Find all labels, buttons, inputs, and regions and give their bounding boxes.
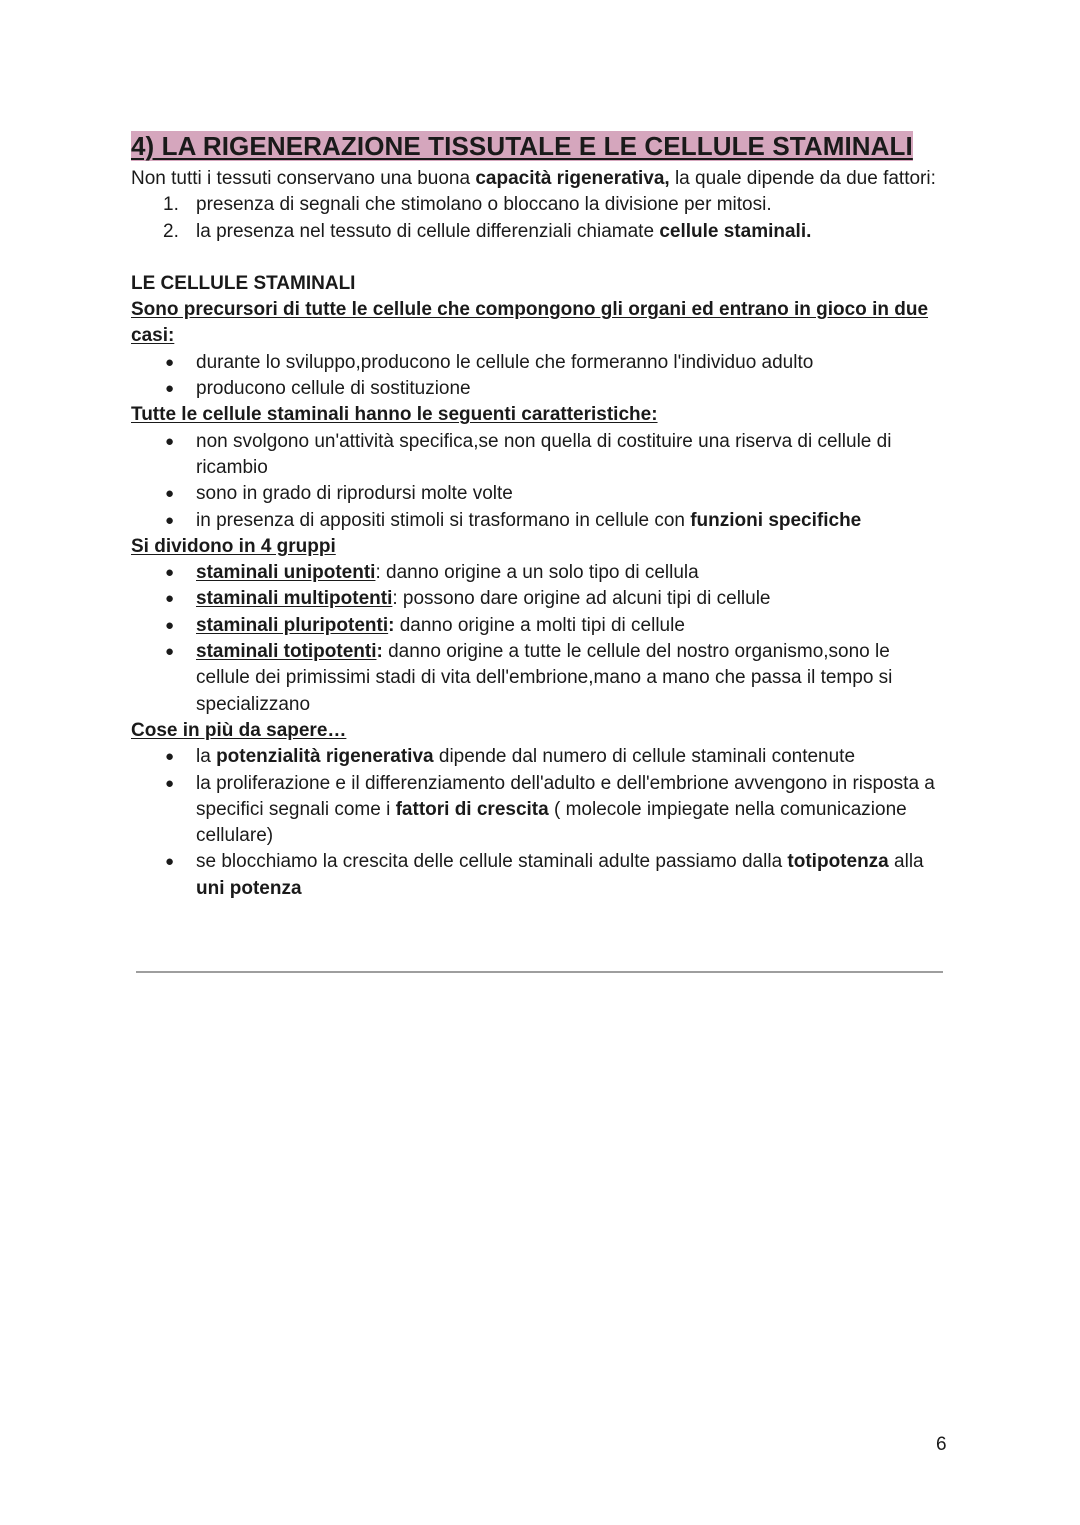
page-number: 6 [936,1434,947,1455]
bullet-icon: ● [165,774,175,792]
list-item: ● la proliferazione e il differenziamento dell'adulto e dell'embrione avvengono in risposta a specifici segnali come i fattori di crescita ( molecole impiegate nella comunicazione cellulare) [165,772,935,847]
section-title: 4) LA RIGENERAZIONE TISSUTALE E LE CELLULE STAMINALI [131,131,913,161]
precursori-heading: Sono precursori di tutte le cellule che compongono gli organi ed entrano in gioco in due casi: [131,299,929,347]
list-item: 2. la presenza nel tessuto di cellule differenziali chiamate cellule staminali. [163,220,812,242]
list-item: ● non svolgono un'attività specifica,se non quella di costituire una riserva di cellule di ricambio [165,430,892,478]
list-item: 1. presenza di segnali che stimolano o bloccano la divisione per mitosi. [163,194,772,216]
bullet-icon: ● [165,616,175,634]
list-item: ● staminali pluripotenti: danno origine a molti tipi di cellule [196,613,946,639]
extra-list [131,744,946,902]
title-container [131,128,946,166]
subsection-heading: LE CELLULE STAMINALI [131,272,356,294]
bullet-icon: ● [165,748,175,766]
factors-list [131,192,946,245]
list-item: ● se blocchiamo la crescita delle cellule staminali adulte passiamo dalla totipotenza alla uni potenza [165,851,924,899]
bullet-icon: ● [165,485,175,503]
list-item: ● la potenzialità rigenerativa dipende dal numero di cellule staminali contenute [196,744,946,770]
gruppi-list [131,560,946,718]
bullet-icon: ● [165,432,175,450]
list-item: ● producono cellule di sostituzione [196,376,946,402]
list-item: ● durante lo sviluppo,producono le cellule che formeranno l'individuo adulto [196,350,946,376]
bullet-icon: ● [165,353,175,371]
list-item: ● staminali unipotenti: danno origine a un solo tipo di cellula [196,560,946,586]
list-item: ● staminali multipotenti: possono dare origine ad alcuni tipi di cellule [196,586,946,612]
bullet-icon: ● [165,564,175,582]
horizontal-divider [136,971,943,973]
intro-paragraph: Non tutti i tessuti conservano una buona capacità rigenerativa, la quale dipende da due fattori: [131,168,936,189]
bullet-icon: ● [165,643,175,661]
precursori-list [131,350,946,403]
bullet-icon: ● [165,511,175,529]
caratteristiche-list [131,429,946,534]
bullet-icon: ● [165,380,175,398]
list-item: ● in presenza di appositi stimoli si trasformano in cellule con funzioni specifiche [196,508,946,534]
bullet-icon: ● [165,853,175,871]
list-item: ● sono in grado di riprodursi molte volte [196,481,946,507]
bullet-icon: ● [165,590,175,608]
list-item: ● staminali totipotenti: danno origine a tutte le cellule del nostro organismo,sono le cellule dei primissimi stadi di vita dell'embrione,mano a mano che passa il tempo si specializzano [165,641,893,715]
document-body [131,128,946,902]
gruppi-heading: Si dividono in 4 gruppi [131,535,336,557]
extra-heading: Cose in più da sapere… [131,719,347,741]
caratteristiche-heading: Tutte le cellule staminali hanno le seguenti caratteristiche: [131,404,658,426]
